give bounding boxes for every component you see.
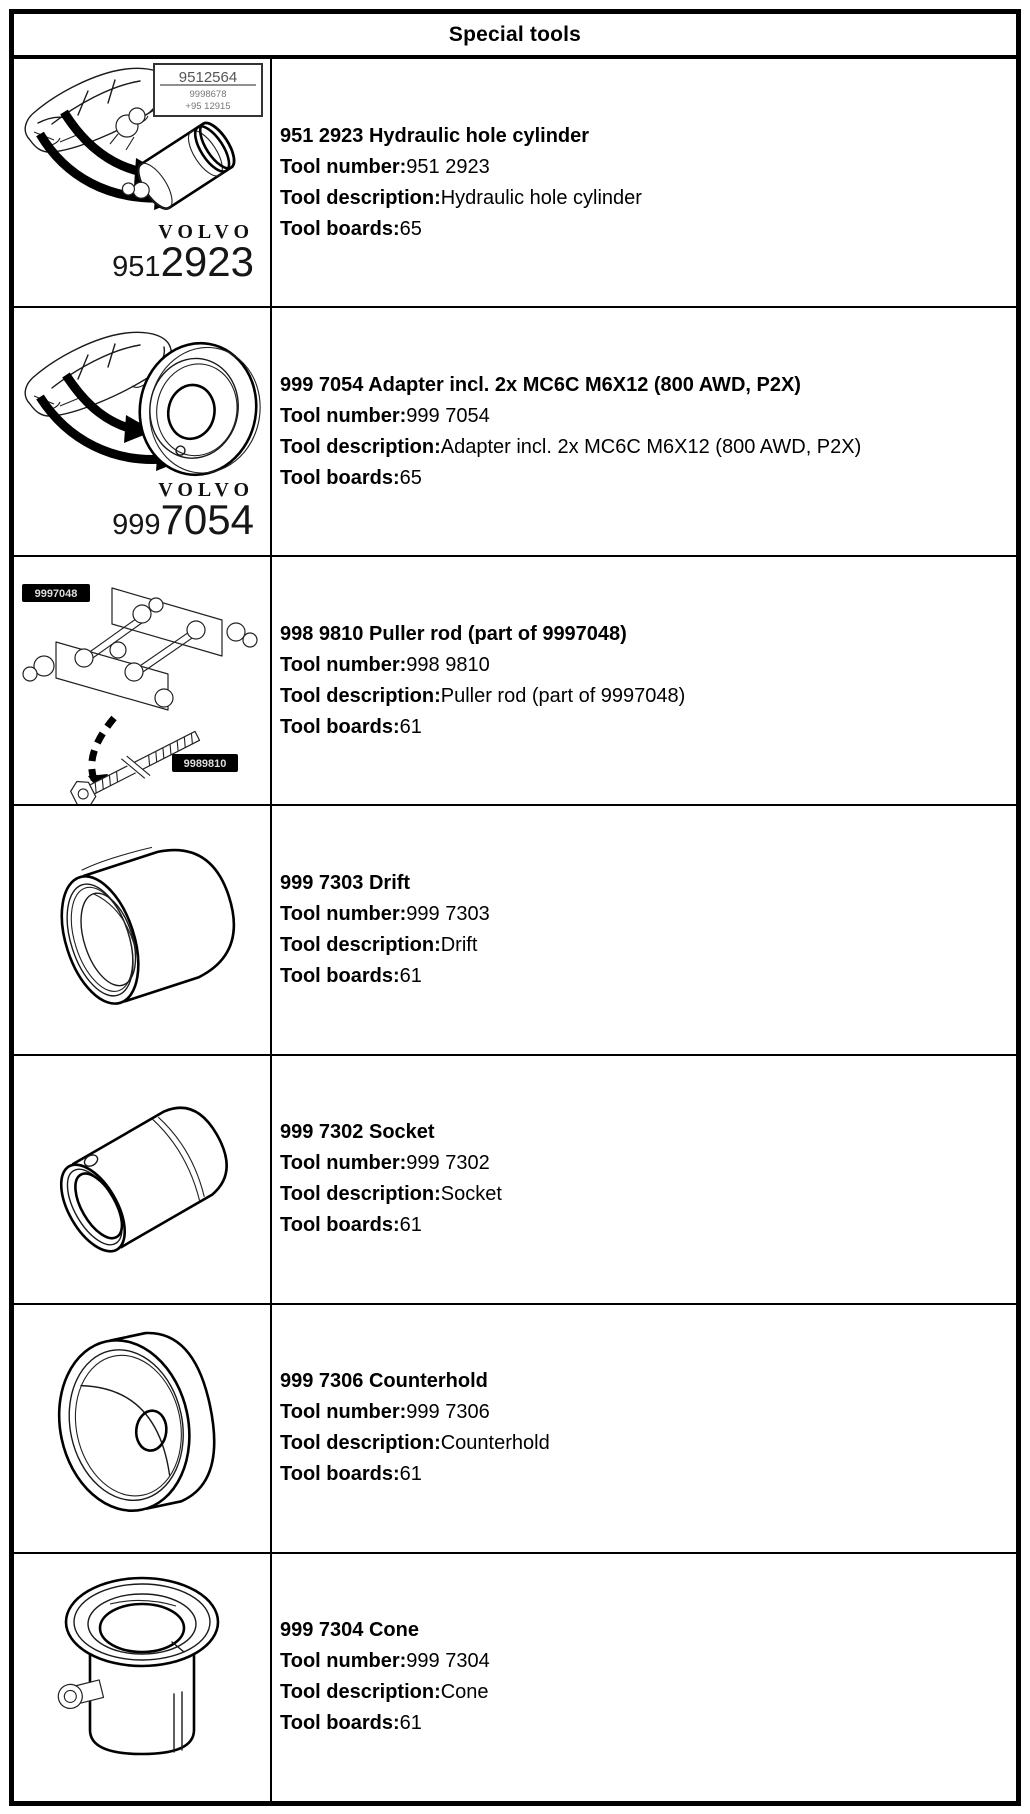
tool-boards-value: 61 [399,1712,422,1735]
tool-boards-value: 61 [399,1463,422,1486]
tool-description-label: Tool description: [280,684,441,707]
volvo-logo-text: VOLVO [158,478,254,501]
tool-description-label: Tool description: [280,1681,441,1704]
reference-box [154,64,262,116]
table-row [14,1305,1016,1554]
part-number-label: 9989810 [183,757,227,770]
table-title: Special tools [448,22,582,46]
tool-number-label: Tool number: [280,653,407,676]
tool-number-label: Tool number: [280,155,407,178]
tool-boards-label: Tool boards: [280,217,400,240]
part-label-top [22,584,90,602]
tool-heading: 999 7304 Cone [280,1619,419,1642]
counterhold-illustration [14,1305,270,1551]
tool-description-line [280,1428,1010,1459]
tool-description-line [280,1179,1010,1210]
tool-heading: 999 7303 Drift [280,871,411,894]
puller-assembly-drawing [23,588,257,710]
tool-description-value: Counterhold [440,1432,550,1455]
table-row [14,557,1016,806]
tool-boards-label: Tool boards: [280,964,400,987]
tool-heading: 998 9810 Puller rod (part of 9997048) [280,622,627,645]
tool-number-value: 998 9810 [406,653,490,676]
table-header-row [14,14,1016,59]
tool-number-line [280,152,1010,183]
tool-boards-label: Tool boards: [280,1463,400,1486]
tool-illustration-cell [14,1305,272,1552]
tool-boards-label: Tool boards: [280,715,400,738]
tool-boards-value: 61 [399,964,422,987]
tool-description-line [280,930,1010,961]
tool-boards-value: 65 [399,466,422,489]
tool-illustration-cell [14,59,272,306]
tool-number-value: 999 7054 [406,404,490,427]
puller-rod-illustration [14,558,270,804]
special-tools-table [9,9,1021,1806]
tool-info-cell [272,1056,1016,1303]
tool-boards-line [280,961,1010,992]
tool-boards-label: Tool boards: [280,466,400,489]
tool-number-line [280,1646,1010,1677]
tool-boards-line [280,1459,1010,1490]
reference-sub-number: 9998678 [189,88,227,100]
tool-description-line [280,1677,1010,1708]
tool-illustration-cell [14,557,272,804]
tool-description-value: Socket [440,1183,502,1206]
table-row [14,59,1016,308]
table-row [14,308,1016,557]
tool-heading: 999 7054 Adapter incl. 2x MC6C M6X12 (800 AWD, P2X) [280,373,801,396]
tool-number-graphic: 9997054 [112,495,254,543]
socket-illustration [14,1056,270,1302]
fitting-parts [110,108,145,150]
tool-boards-line [280,1210,1010,1241]
tool-number-line [280,650,1010,681]
tool-number-label: Tool number: [280,1650,407,1673]
tool-illustration-cell [14,308,272,555]
socket-drawing [48,1095,241,1262]
tool-description-label: Tool description: [280,435,441,458]
drift-illustration [14,807,270,1053]
reference-range: +95 12915 [185,100,231,112]
drift-drawing [45,828,250,1014]
tool-info-cell [272,59,1016,306]
tool-boards-value: 61 [399,1214,422,1237]
tool-description-label: Tool description: [280,1183,441,1206]
tool-boards-line [280,1708,1010,1739]
tool-illustration-cell [14,1056,272,1303]
tool-description-line [280,183,1010,214]
tool-number-value: 999 7303 [406,902,490,925]
tool-description-label: Tool description: [280,186,441,209]
tool-number-value: 999 7302 [406,1152,490,1175]
tool-heading: 951 2923 Hydraulic hole cylinder [280,124,590,147]
reference-number: 9512564 [178,68,238,86]
tool-description-label: Tool description: [280,1432,441,1455]
tool-number-label: Tool number: [280,1152,407,1175]
tool-description-value: Adapter incl. 2x MC6C M6X12 (800 AWD, P2X) [440,435,862,458]
tool-number-value: 999 7304 [406,1650,490,1673]
volvo-logo-text: VOLVO [158,220,254,243]
tool-number-label: Tool number: [280,1401,407,1424]
tool-number-graphic: 9512923 [112,237,254,285]
part-number-label: 9997048 [34,587,78,600]
tool-number-line [280,899,1010,930]
tool-description-value: Hydraulic hole cylinder [440,186,642,209]
tool-boards-value: 65 [399,217,422,240]
tool-number-value: 951 2923 [406,155,490,178]
tool-description-value: Drift [440,933,478,956]
tool-heading: 999 7306 Counterhold [280,1370,488,1393]
tool-boards-line [280,214,1010,245]
table-row [14,1554,1016,1801]
tool-info-cell [272,1305,1016,1552]
tool-number-line [280,1397,1010,1428]
tool-boards-line [280,463,1010,494]
tool-info-cell [272,806,1016,1053]
tool-boards-line [280,712,1010,743]
tool-info-cell [272,308,1016,555]
tool-number-label: Tool number: [280,404,407,427]
tool-illustration-cell [14,1554,272,1801]
tool-description-value: Puller rod (part of 9997048) [440,684,686,707]
tool-boards-label: Tool boards: [280,1214,400,1237]
tool-number-line [280,401,1010,432]
part-label-bottom [172,754,238,772]
cone-drawing [56,1578,218,1754]
tool-description-line [280,432,1010,463]
tool-number-label: Tool number: [280,902,407,925]
tool-description-label: Tool description: [280,933,441,956]
tool-info-cell [272,557,1016,804]
counterhold-drawing [44,1323,228,1523]
tool-description-line [280,681,1010,712]
table-row [14,806,1016,1055]
tool-number-line [280,1148,1010,1179]
tool-description-value: Cone [440,1681,489,1704]
cone-illustration [14,1554,270,1800]
adapter-disc-illustration [14,309,270,555]
tool-number-value: 999 7306 [406,1401,490,1424]
tool-boards-label: Tool boards: [280,1712,400,1735]
table-row [14,1056,1016,1305]
tool-heading: 999 7302 Socket [280,1121,435,1144]
tool-illustration-cell [14,806,272,1053]
hydraulic-cylinder-illustration [14,60,270,306]
tool-info-cell [272,1554,1016,1801]
tool-boards-value: 61 [399,715,422,738]
